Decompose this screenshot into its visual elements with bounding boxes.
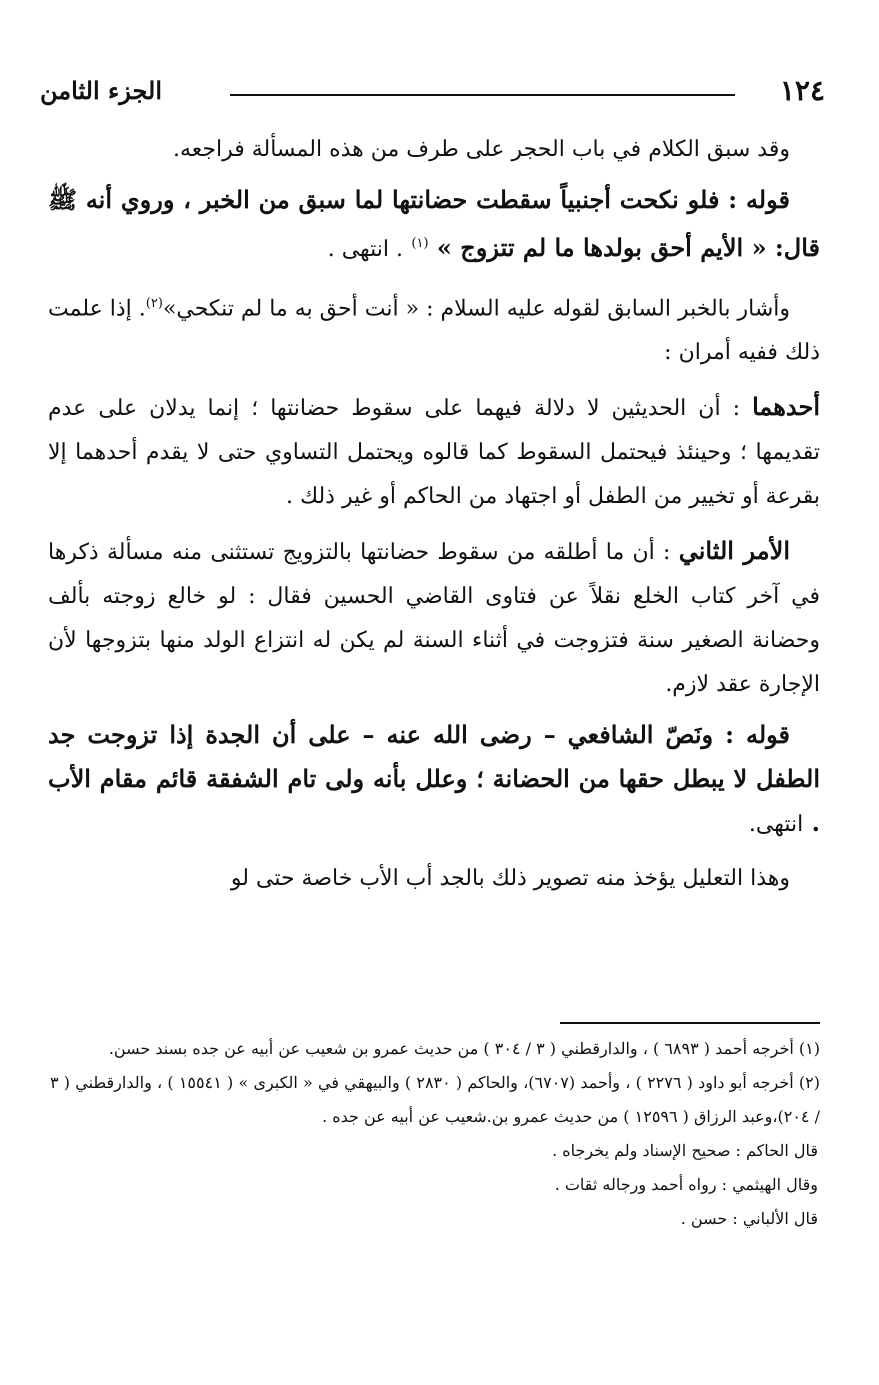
footnote-2-hakim: قال الحاكم : صحيح الإسناد ولم يخرجاه .: [552, 1141, 818, 1160]
paragraph-2: [48, 282, 820, 375]
quote-paragraph-1: [48, 178, 820, 272]
main-text: [48, 128, 820, 901]
running-title: الجزء الثامن: [40, 76, 163, 105]
paragraph-3-lead: أحدهما: [752, 392, 821, 422]
footnote-ref-1[interactable]: (١): [411, 236, 429, 251]
footnote-ref-2[interactable]: (٢): [145, 296, 163, 311]
header-rule: [230, 94, 735, 96]
footnote-2-haythami: وقال الهيثمي : رواه أحمد ورجاله ثقات .: [554, 1175, 818, 1194]
footnote-2-albani: قال الألباني : حسن .: [680, 1209, 818, 1228]
paragraph-1: وقد سبق الكلام في باب الحجر على طرف من هذه المسألة فراجعه.: [172, 137, 790, 162]
footnote-2: (٢) أخرجه أبو داود ( ٢٢٧٦ ) ، وأحمد (٦٧٠٧)، والحاكم ( ٢٨٣٠ ) والبيهقي في « الكبرى » ( ١٥٥٤١ ) ، والدارقطني ( ٣ / ٢٠٤)،وعبد الرزاق ( ١٢٥٩٦ ) من حديث عمرو بن.شعيب عن أبيه عن جده .: [50, 1073, 821, 1126]
quote-text: : فلو نكحت أجنبياً سقطت حضانتها لما سبق من الخبر ، وروي أنه ﷺ قال: « الأيم أحق بولدها ما لم تتزوج »: [48, 185, 820, 262]
quote-end: . انتهى .: [327, 237, 404, 262]
footnote-separator: [560, 1022, 820, 1024]
quote-lead: قوله: [745, 185, 790, 214]
paragraph-2-tail: . إذا علمت ذلك ففيه أمران :: [48, 296, 820, 366]
quote-paragraph-2: [48, 713, 820, 847]
paragraph-4-text: : أن ما أطلقه من سقوط حضانتها بالتزويج تستثنى منه مسألة ذكرها في آخر كتاب الخلع نقلاً عن فتاوى القاضي الحسين فقال : لو خالع زوجته بألف وحضانة الصغير سنة فتزوجت في أثناء السنة لم يكن له انتزاع الولد منها بتزوجها لأن الإجارة عقد لازم.: [48, 540, 820, 698]
quote-2-text: قوله : ونَصّ الشافعي – رضى الله عنه – على أن الجدة إذا تزوجت جد الطفل لا يبطل حقها من الحضانة ؛ وعلل بأنه ولى تام الشفقة قائم مقام الأب .: [48, 720, 820, 838]
paragraph-3-text: : أن الحديثين لا دلالة فيهما على سقوط حضانتها ؛ إنما يدلان على عدم تقديمها ؛ وحينئذ فيحتمل السقوط كما قالوه ويحتمل التساوي حتى لا يقدم أحدهما إلا بقرعة أو تخيير من الطفل أو اجتهاد من الحاكم أو غير ذلك .: [48, 396, 820, 510]
quote-2-end: انتهى.: [748, 812, 804, 838]
page-header: [40, 74, 825, 114]
paragraph-5: وهذا التعليل يؤخذ منه تصوير ذلك بالجد أب الأب خاصة حتى لو: [230, 866, 790, 892]
footnotes: [50, 1032, 820, 1236]
paragraph-3: [48, 385, 820, 519]
footnote-1: (١) أخرجه أحمد ( ٦٨٩٣ ) ، والدارقطني ( ٣ / ٣٠٤ ) من حديث عمرو بن شعيب عن أبيه عن جده بسند حسن.: [108, 1039, 820, 1058]
paragraph-4: [48, 529, 820, 707]
paragraph-4-lead: الأمر الثاني: [678, 536, 790, 566]
paragraph-2-text: وأشار بالخبر السابق لقوله عليه السلام : « أنت أحق به ما لم تنكحي»: [162, 296, 790, 322]
page-number: ١٢٤: [779, 74, 825, 107]
